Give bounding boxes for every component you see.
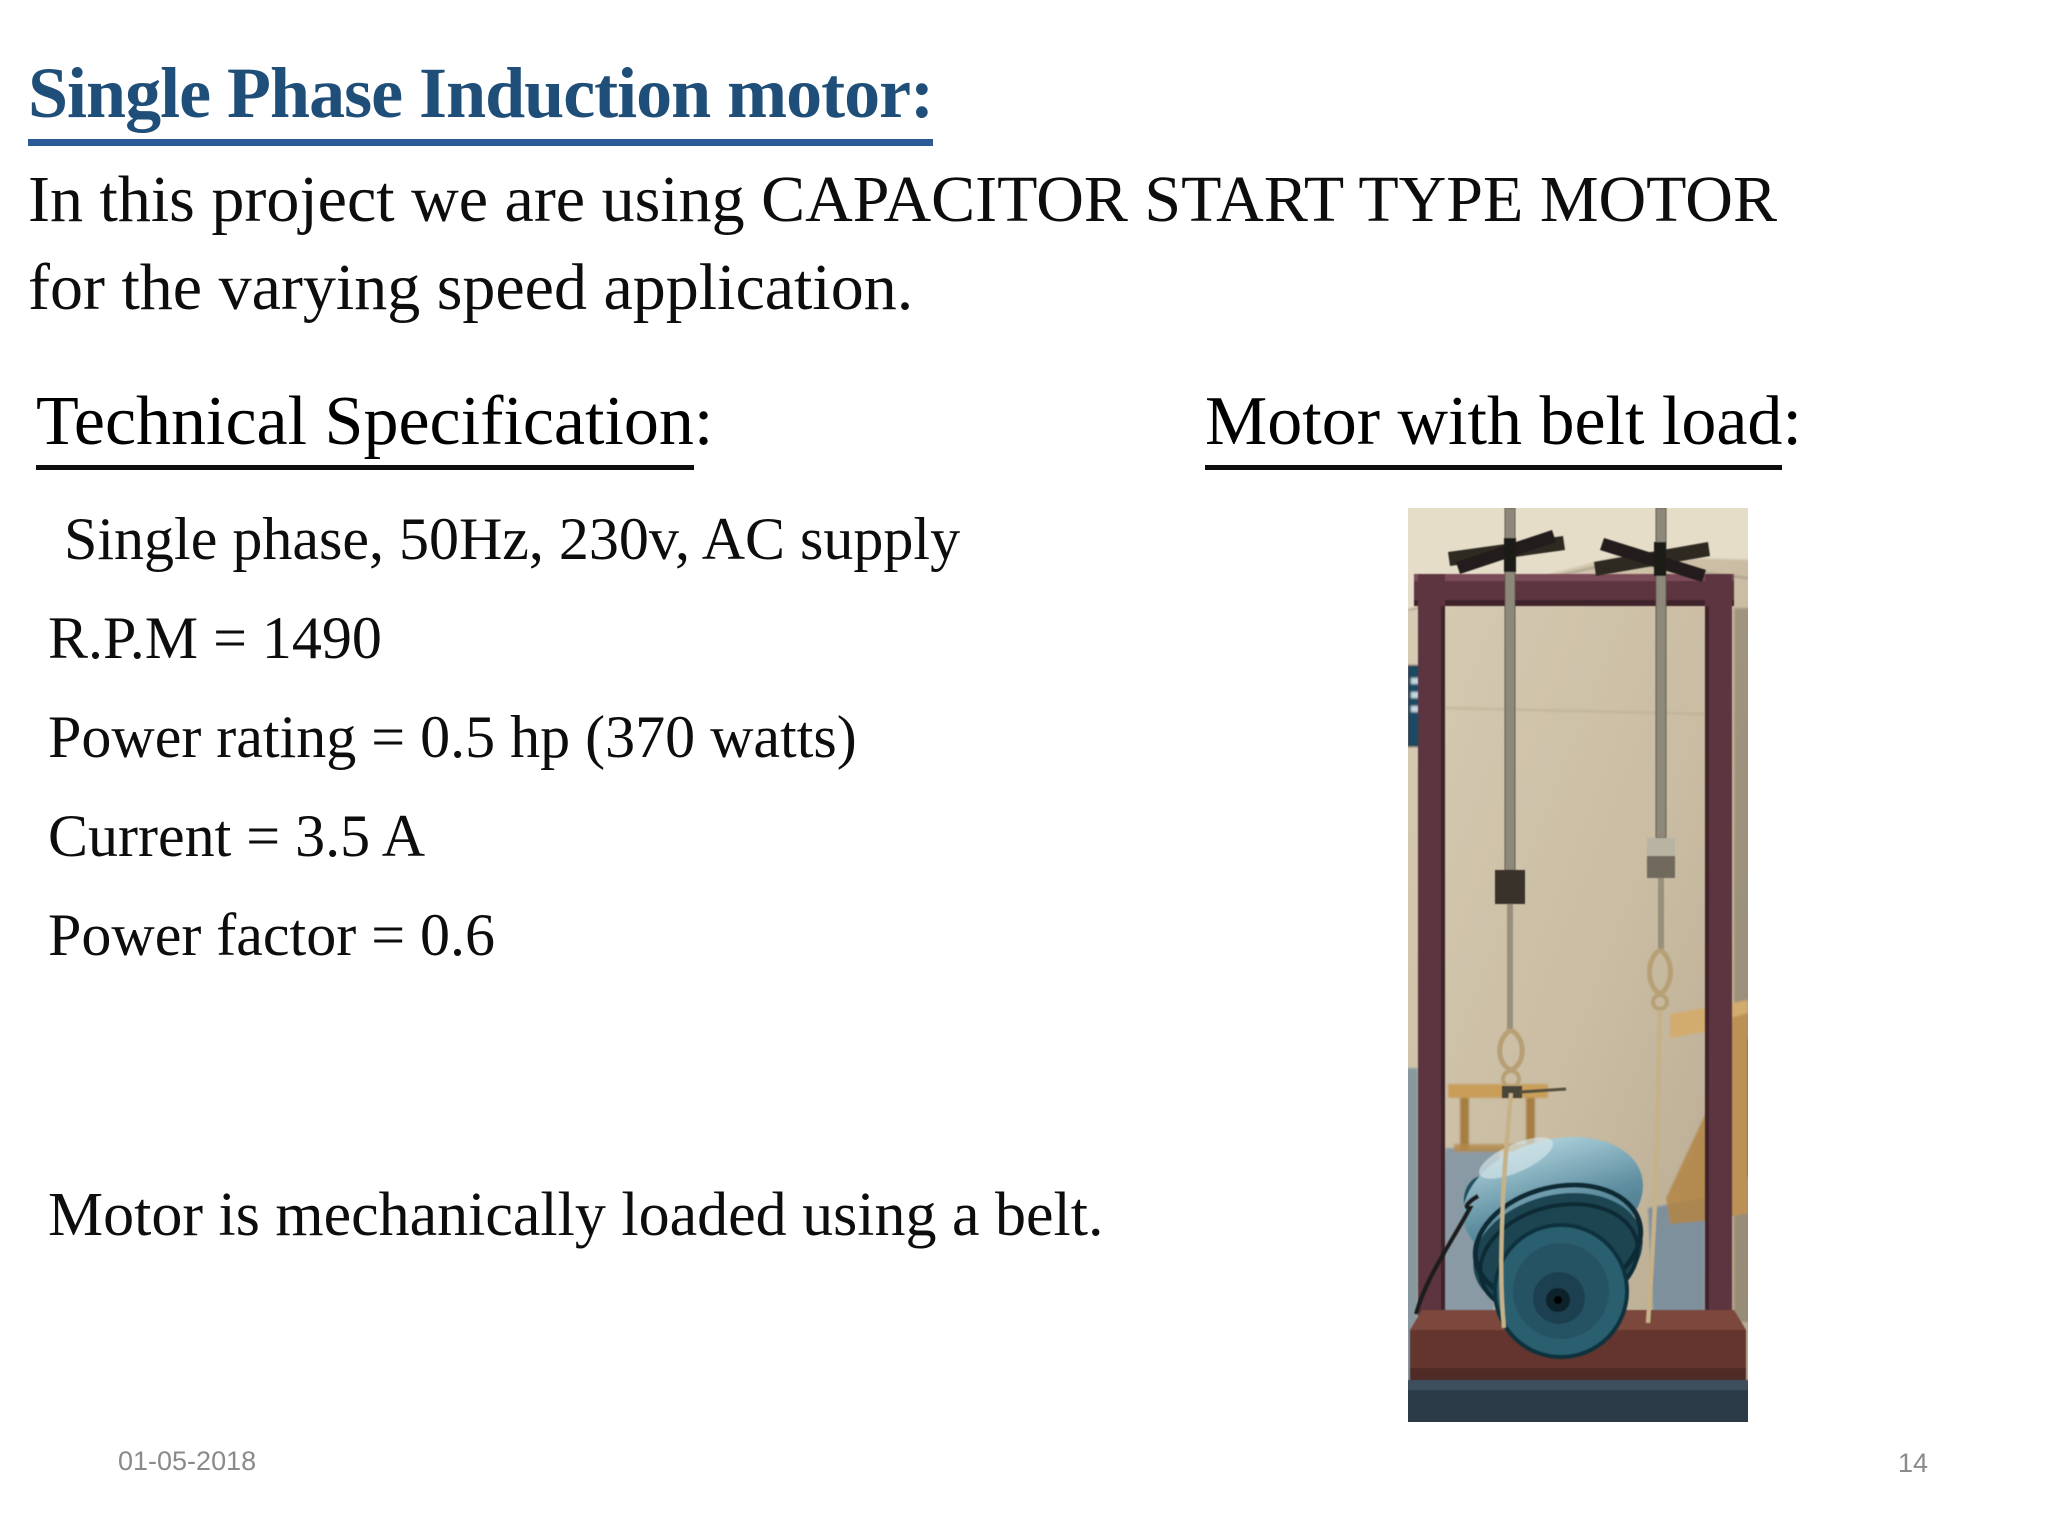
footer-page-number: 14 [1897, 1448, 1928, 1478]
spec-item-power-rating: Power rating = 0.5 hp (370 watts) [48, 704, 857, 770]
page-title [28, 50, 933, 146]
motor-with-belt-load-heading-text: Motor with belt load [1205, 380, 1782, 470]
motor-with-belt-load-photo [1408, 508, 1748, 1422]
technical-specification-heading-text: Technical Specification [36, 380, 694, 470]
page-title-text: Single Phase Induction motor: [28, 50, 933, 146]
spec-item-current: Current = 3.5 A [48, 803, 426, 869]
spec-item-power-factor: Power factor = 0.6 [48, 902, 496, 968]
spec-item-supply: Single phase, 50Hz, 230v, AC supply [64, 506, 961, 572]
technical-specification-heading [36, 380, 713, 470]
footer-date: 01-05-2018 [118, 1446, 257, 1476]
spec-list [48, 490, 960, 985]
technical-specification-heading-colon: : [693, 383, 714, 460]
intro-line-2: for the varying speed application. [28, 251, 914, 324]
intro-line-1: In this project we are using CAPACITOR START TYPE MOTOR [28, 163, 1777, 236]
belt-load-note: Motor is mechanically loaded using a belt. [48, 1181, 1104, 1249]
spec-item-rpm: R.P.M = 1490 [48, 605, 382, 671]
motor-with-belt-load-heading [1205, 380, 1802, 470]
motor-with-belt-load-heading-colon: : [1782, 383, 1802, 460]
intro-paragraph [28, 156, 1777, 332]
